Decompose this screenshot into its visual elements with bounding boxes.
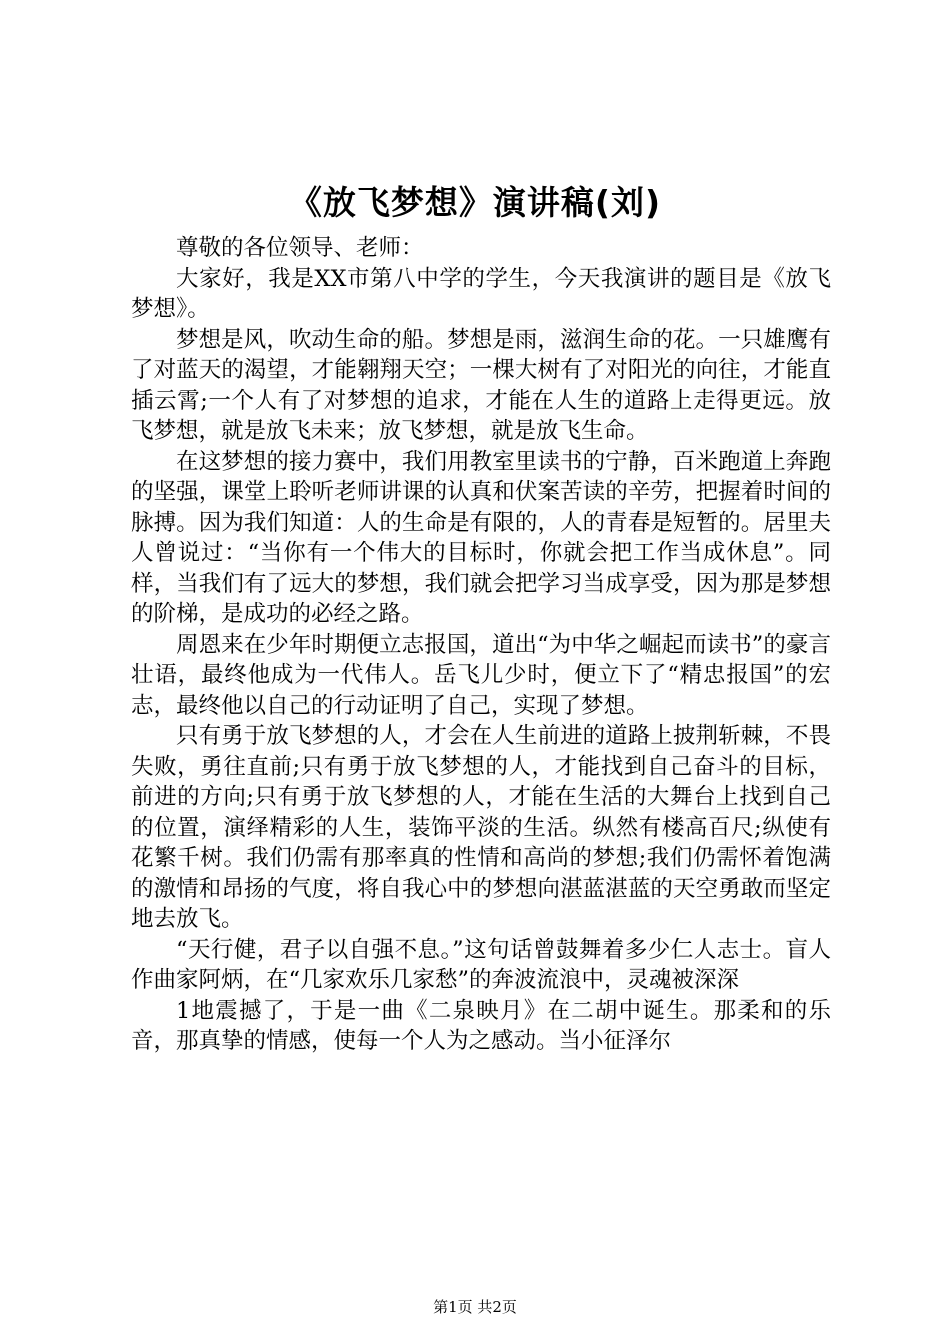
body-paragraph: 在这梦想的接力赛中，我们用教室里读书的宁静，百米跑道上奔跑的坚强，课堂上聆听老师讲课的认真和伏案苦读的辛劳，把握着时间的脉搏。因为我们知道：人的生命是有限的，人的青春是短暂的。居里夫人曾说过：“当你有一个伟大的目标时，你就会把工作当成休息”。同样，当我们有了远大的梦想，我们就会把学习当成享受，因为那是梦想的阶梯，是成功的必经之路。 — [131, 448, 831, 627]
salutation-paragraph: 尊敬的各位领导、老师： — [176, 235, 424, 261]
body-paragraph: 梦想是风，吹动生命的船。梦想是雨，滋润生命的花。一只雄鹰有了对蓝天的渴望，才能翱翔天空；一棵大树有了对阳光的向往，才能直插云霄;一个人有了对梦想的追求，才能在人生的道路上走得更远。放飞梦想，就是放飞未来；放飞梦想，就是放飞生命。 — [131, 326, 831, 444]
greeting-paragraph: 大家好，我是XX市第八中学的学生，今天我演讲的题目是《放飞梦想》。 — [131, 265, 831, 322]
document-body — [131, 233, 831, 1057]
body-paragraph: 1地震撼了，于是一曲《二泉映月》在二胡中诞生。那柔和的乐音，那真挚的情感，使每一个人为之感动。当小征泽尔 — [131, 997, 831, 1054]
body-paragraph: “天行健，君子以自强不息。”这句话曾鼓舞着多少仁人志士。盲人作曲家阿炳，在“几家欢乐几家愁”的奔波流浪中，灵魂被深深 — [131, 936, 831, 993]
body-paragraph: 只有勇于放飞梦想的人，才会在人生前进的道路上披荆斩棘，不畏失败，勇往直前;只有勇于放飞梦想的人，才能找到自己奋斗的目标，前进的方向;只有勇于放飞梦想的人，才能在生活的大舞台上找到自己的位置，演绎精彩的人生，装饰平淡的生活。纵然有楼高百尺;纵使有花繁千树。我们仍需有那率真的性情和高尚的梦想;我们仍需怀着饱满的激情和昂扬的气度，将自我心中的梦想向湛蓝湛蓝的天空勇敢而坚定地去放飞。 — [131, 723, 831, 932]
document-title: 《放飞梦想》演讲稿(刘) — [288, 183, 662, 222]
body-paragraph: 周恩来在少年时期便立志报国，道出“为中华之崛起而读书”的豪言壮语，最终他成为一代伟人。岳飞儿少时，便立下了“精忠报国”的宏志，最终他以自己的行动证明了自己，实现了梦想。 — [131, 631, 831, 719]
page-number-footer: 第1页 共2页 — [433, 1298, 517, 1316]
